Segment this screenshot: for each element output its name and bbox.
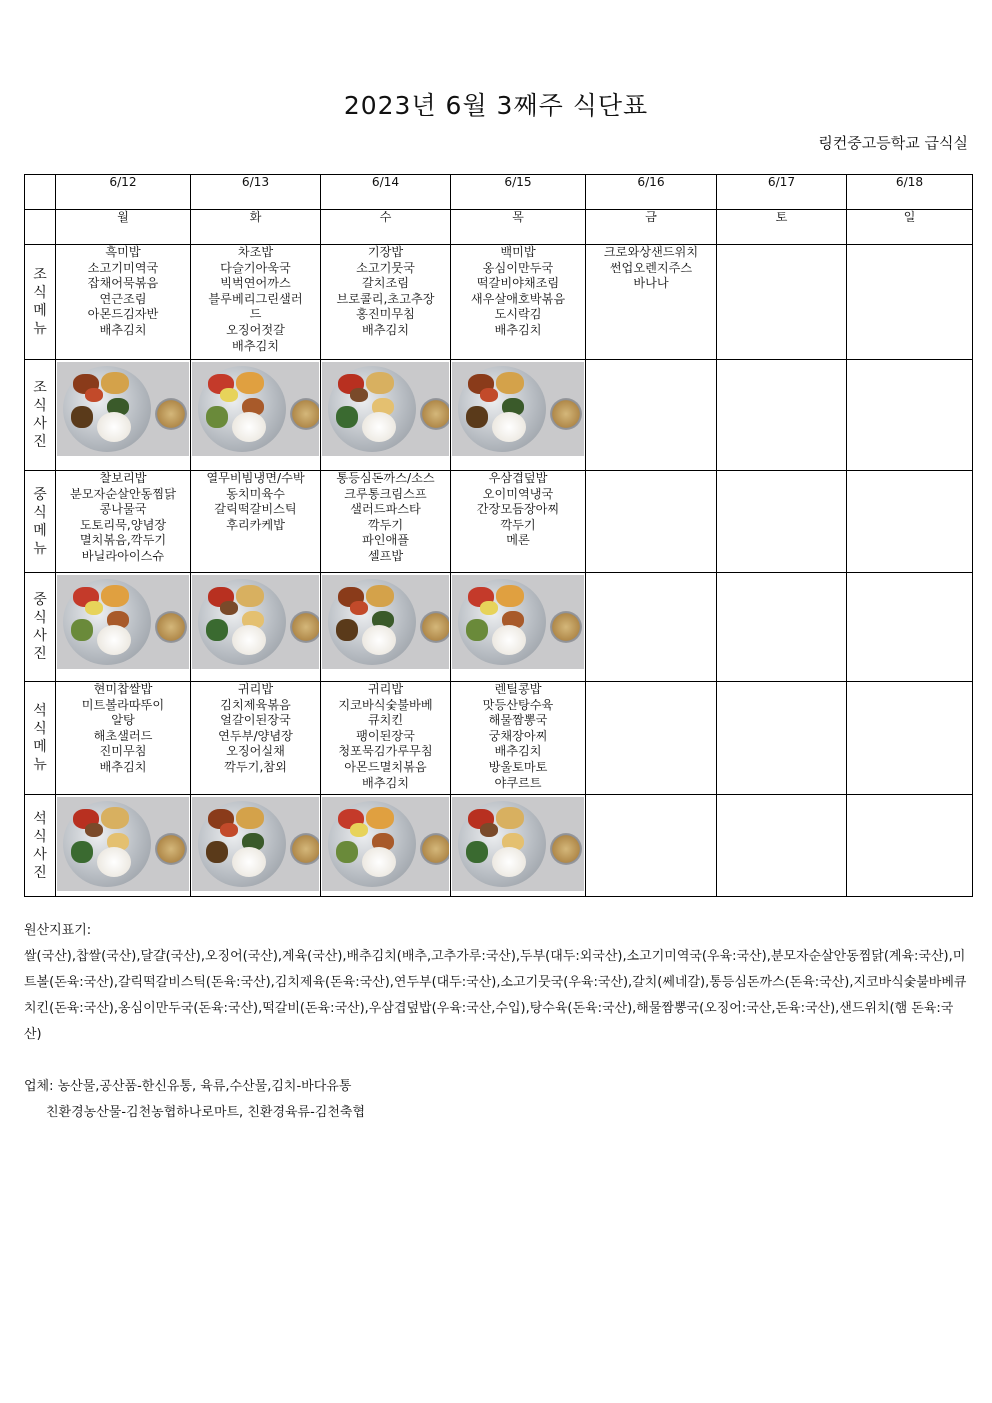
row-label-char: 진: [33, 434, 47, 450]
menu-item: 궁채장아찌: [488, 728, 548, 743]
menu-cell: [717, 245, 847, 360]
date-header: 6/18: [847, 175, 973, 210]
date-header: 6/15: [451, 175, 586, 210]
menu-item: 귀리밥: [367, 682, 404, 696]
menu-item: 갈치조림: [361, 276, 410, 291]
dinner-photo-row: [25, 795, 973, 897]
meal-photo-cell: [847, 573, 973, 682]
menu-cell: [451, 245, 586, 360]
menu-item: 통등심돈까스/소스: [336, 471, 435, 485]
page-title: 2023년 6월 3째주 식단표: [343, 91, 649, 120]
weekday-header: 금: [586, 210, 717, 245]
date-header: 6/14: [321, 175, 451, 210]
menu-item: 떡갈비야채조림: [476, 276, 560, 291]
menu-item: 아몬드멸치볶음: [344, 759, 427, 774]
meal-tray-photo: [57, 797, 189, 891]
date-row: [25, 175, 973, 210]
corner-cell: [25, 210, 56, 245]
menu-item: 김치제육볶음: [220, 697, 291, 712]
menu-item: 소고기미역국: [87, 260, 159, 275]
menu-item: 배추김치: [99, 322, 147, 337]
date-header: 6/13: [191, 175, 321, 210]
menu-cell: [717, 471, 847, 573]
meal-photo-cell: [586, 573, 717, 682]
meal-tray-photo: [57, 575, 189, 669]
menu-item: 오징어젓갈: [226, 322, 285, 337]
meal-photo-cell: [191, 573, 321, 682]
menu-item: 바닐라아이스슈: [81, 548, 165, 563]
menu-cell: [451, 682, 586, 795]
menu-cell: [847, 245, 973, 360]
breakfast-photo-row: [25, 360, 973, 471]
supplier-line-1: 업체: 농산물,공산품-한신유통, 육류,수산물,김치-바다유통: [24, 1079, 352, 1094]
menu-item: 지코바식숯불바베: [338, 697, 433, 712]
row-label-char: 중: [33, 592, 47, 608]
menu-item: 다슬기아욱국: [220, 260, 291, 275]
menu-cell: [321, 245, 451, 360]
row-label-char: 진: [33, 646, 47, 662]
weekday-header: 일: [847, 210, 973, 245]
menu-item: 알탕: [111, 713, 135, 728]
menu-item: 메론: [506, 533, 530, 548]
meal-tray-photo: [452, 575, 584, 669]
menu-item: 간장모듬장아찌: [476, 502, 560, 517]
menu-item: 백미밥: [500, 245, 536, 259]
menu-item: 배추김치: [361, 322, 410, 337]
date-header: 6/12: [56, 175, 191, 210]
menu-item: 배추김치: [231, 338, 280, 353]
menu-item: 블루베리그린샐러: [208, 291, 303, 306]
menu-item: 갈릭떡갈비스틱: [214, 502, 297, 517]
row-label-char: 식: [33, 285, 47, 301]
breakfast-menu-row: [25, 245, 973, 360]
weekday-header: 수: [321, 210, 451, 245]
menu-item: 깍두기: [367, 517, 404, 532]
menu-item: 분모자순살안동찜닭: [70, 486, 176, 501]
meal-photo-cell: [717, 360, 847, 471]
date-header: 6/17: [717, 175, 847, 210]
row-label-char: 조: [33, 267, 47, 283]
menu-cell: [717, 682, 847, 795]
row-label-char: 사: [33, 846, 47, 863]
menu-item: 도토리묵,양념장: [79, 517, 167, 532]
meal-tray-photo: [322, 797, 449, 891]
row-label-char: 식: [33, 610, 47, 626]
meal-tray-photo: [192, 575, 319, 669]
menu-item: 배추김치: [494, 744, 542, 759]
row-label-char: 식: [33, 721, 47, 737]
menu-cell: [191, 682, 321, 795]
row-label-char: 조: [33, 380, 47, 396]
school-name: 링컨중고등학교 급식실: [818, 134, 968, 152]
row-label-char: 메: [33, 303, 47, 319]
menu-item: 오이미역냉국: [482, 486, 554, 501]
meal-photo-cell: [717, 573, 847, 682]
origin-text: 쌀(국산),찹쌀(국산),달걀(국산),오징어(국산),계육(국산),배추김치(배추,고추가루:국산),두부(대두:외국산),소고기미역국(우육:국산),분모자순살안동찜닭(계육:국산),미트볼(돈육:국산),갈릭떡갈비스틱(돈육:국산),김치제육(돈육:국산),연두부(대두:국산),소고기뭇국(우육:국산),갈치(쎄네갈),통등심돈까스(돈육:국산),지코바식숯불바베큐치킨(돈육:국산),옹심이만두국(돈육:국산),떡갈비(돈육:국산),우삼겹덮밥(우육:국산,수입),탕수육(돈육:국산),해물짬뽕국(오징어:국산,돈육:국산),샌드위치(햄 돈육:국산): [24, 949, 967, 1042]
menu-cell: [321, 471, 451, 573]
row-label-char: 석: [33, 810, 47, 827]
menu-item: 해초샐러드: [93, 728, 153, 743]
menu-item: 바나나: [633, 276, 669, 291]
menu-item: 깍두기,참외: [224, 759, 287, 774]
meal-photo-cell: [321, 795, 451, 897]
menu-item: 소고기뭇국: [356, 260, 415, 275]
menu-item: 배추김치: [99, 759, 147, 774]
supplier-line-2: 친환경농산물-김천농협하나로마트, 친환경육류-김천축협: [46, 1105, 366, 1120]
meal-photo-cell: [191, 360, 321, 471]
meal-tray-photo: [322, 362, 449, 456]
meal-photo-cell: [191, 795, 321, 897]
menu-item: 브로콜리,초고추장: [336, 291, 435, 306]
menu-cell: [451, 471, 586, 573]
menu-cell: [56, 471, 191, 573]
row-label-char: 뉴: [33, 540, 47, 557]
menu-item: 파인애플: [361, 533, 410, 548]
lunch-photo-row: [25, 573, 973, 682]
menu-item: 썬업오렌지주스: [609, 260, 693, 275]
meal-tray-photo: [452, 797, 584, 891]
row-label: [25, 795, 56, 897]
menu-item: 큐치킨: [367, 713, 404, 728]
menu-item: 후리카케밥: [226, 517, 285, 532]
menu-item: 오징어실채: [226, 744, 285, 759]
row-label-char: 메: [33, 739, 47, 755]
meal-photo-cell: [451, 573, 586, 682]
meal-tray-photo: [192, 797, 319, 891]
row-label-char: 뉴: [33, 321, 47, 337]
meal-photo-cell: [321, 360, 451, 471]
menu-item: 크로와상샌드위치: [603, 245, 699, 259]
menu-item: 얼갈이된장국: [220, 713, 291, 728]
meal-photo-cell: [321, 573, 451, 682]
menu-cell: [56, 245, 191, 360]
origin-title: 원산지표기:: [24, 923, 92, 938]
row-label-char: 석: [33, 703, 47, 719]
menu-item: 잡채어묵볶음: [87, 276, 159, 291]
menu-item: 열무비빔냉면/수박: [206, 471, 305, 485]
menu-item: 렌틸콩밥: [494, 682, 542, 696]
meal-tray-photo: [57, 362, 189, 456]
row-label-char: 사: [33, 416, 47, 432]
menu-item: 깍두기: [500, 517, 536, 532]
menu-cell: [847, 682, 973, 795]
menu-item: 아몬드김자반: [87, 307, 159, 322]
menu-item: 멸치볶음,깍두기: [79, 533, 167, 548]
row-label-char: 사: [33, 628, 47, 644]
menu-item: 새우살애호박볶음: [470, 291, 566, 306]
meal-photo-cell: [717, 795, 847, 897]
menu-item: 기장밥: [367, 245, 404, 259]
meal-tray-photo: [452, 362, 584, 456]
menu-item: 팽이된장국: [356, 728, 415, 743]
menu-item: 빅벅연어까스: [220, 276, 291, 291]
row-label: [25, 573, 56, 682]
menu-cell: [586, 245, 717, 360]
menu-item: 귀리밥: [237, 682, 274, 696]
menu-item: 옹심이만두국: [482, 260, 554, 275]
row-label-char: 메: [33, 522, 47, 539]
menu-item: 차조밥: [237, 245, 274, 259]
menu-cell: [847, 471, 973, 573]
meal-photo-cell: [586, 795, 717, 897]
weekday-header: 목: [451, 210, 586, 245]
menu-cell: [56, 682, 191, 795]
menu-item: 동치미육수: [226, 486, 285, 501]
menu-item: 배추김치: [494, 322, 542, 337]
weekday-row: [25, 210, 973, 245]
menu-item: 진미무침: [99, 744, 147, 759]
weekday-header: 토: [717, 210, 847, 245]
menu-item: 청포묵김가루무침: [338, 744, 433, 759]
meal-photo-cell: [451, 360, 586, 471]
menu-item: 해물짬뽕국: [488, 713, 548, 728]
meal-tray-photo: [322, 575, 449, 669]
weekday-header: 월: [56, 210, 191, 245]
menu-item: 우삼겹덮밥: [488, 471, 548, 485]
meal-schedule-table: [24, 174, 973, 897]
menu-cell: [191, 471, 321, 573]
menu-item: 배추김치: [361, 775, 410, 790]
menu-cell: [586, 682, 717, 795]
date-header: 6/16: [586, 175, 717, 210]
menu-item: 흑미밥: [105, 245, 141, 259]
meal-photo-cell: [451, 795, 586, 897]
menu-item: 크루통크림스프: [344, 486, 427, 501]
dinner-menu-row: [25, 682, 973, 795]
menu-item: 현미찹쌀밥: [93, 682, 153, 696]
menu-cell: [191, 245, 321, 360]
row-label-char: 진: [33, 864, 47, 881]
corner-cell: [25, 175, 56, 210]
menu-item: 맛등산탕수육: [482, 697, 554, 712]
menu-item: 연근조림: [99, 291, 147, 306]
menu-item: 콩나물국: [99, 502, 147, 517]
row-label-char: 식: [33, 504, 47, 521]
lunch-menu-row: [25, 471, 973, 573]
row-label-char: 중: [33, 486, 47, 503]
row-label: [25, 471, 56, 573]
row-label-char: 식: [33, 398, 47, 414]
meal-photo-cell: [56, 795, 191, 897]
row-label: [25, 360, 56, 471]
menu-item: 방울토마토: [488, 759, 548, 774]
row-label: [25, 245, 56, 360]
menu-cell: [586, 471, 717, 573]
menu-item: 드: [249, 307, 262, 322]
menu-item: 도시락김: [494, 307, 542, 322]
menu-item: 홍진미무침: [356, 307, 415, 322]
weekday-header: 화: [191, 210, 321, 245]
meal-photo-cell: [847, 360, 973, 471]
row-label: [25, 682, 56, 795]
meal-photo-cell: [56, 360, 191, 471]
menu-item: 찰보리밥: [99, 471, 147, 485]
meal-tray-photo: [192, 362, 319, 456]
row-label-char: 뉴: [33, 757, 47, 773]
menu-item: 미트볼라따뚜이: [81, 697, 165, 712]
notes-section: [24, 918, 968, 1126]
menu-item: 샐러드파스타: [350, 502, 421, 517]
row-label-char: 식: [33, 828, 47, 845]
meal-photo-cell: [847, 795, 973, 897]
meal-photo-cell: [56, 573, 191, 682]
menu-item: 연두부/양념장: [218, 728, 293, 743]
menu-item: 야쿠르트: [494, 775, 542, 790]
meal-photo-cell: [586, 360, 717, 471]
menu-item: 셀프밥: [367, 548, 404, 563]
menu-cell: [321, 682, 451, 795]
